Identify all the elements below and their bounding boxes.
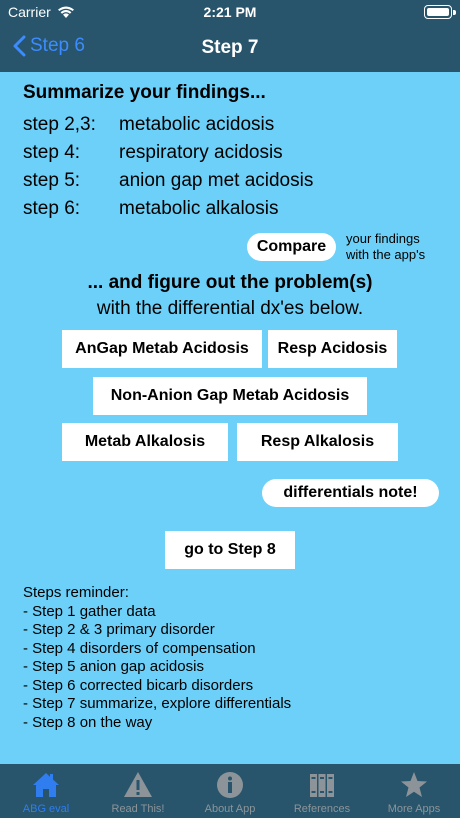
finding-value: metabolic alkalosis — [119, 198, 279, 219]
finding-step-label: step 5: — [23, 170, 81, 191]
steps-reminder-line: - Step 6 corrected bicarb disorders — [23, 676, 254, 694]
tab-abg-eval[interactable] — [0, 764, 92, 818]
steps-reminder-line: - Step 8 on the way — [23, 713, 153, 731]
finding-row — [23, 114, 274, 136]
finding-value: anion gap met acidosis — [119, 170, 314, 191]
tab-references[interactable] — [276, 764, 368, 818]
compare-note — [346, 231, 425, 263]
tab-label: ABG eval — [22, 803, 70, 815]
page-title: Step 7 — [201, 37, 259, 58]
differentials-note-button[interactable]: differentials note! — [262, 479, 439, 507]
tab-bar — [0, 764, 460, 818]
status-bar — [0, 0, 460, 24]
steps-reminder-line: - Step 7 summarize, explore differentials — [23, 695, 292, 712]
steps-reminder-line: - Step 5 anion gap acidosis — [23, 658, 204, 675]
home-icon — [31, 770, 61, 800]
compare-button[interactable]: Compare — [247, 233, 336, 261]
steps-reminder-line: - Step 4 disorders of compensation — [23, 639, 256, 657]
resp-alkalosis-button[interactable]: Resp Alkalosis — [237, 423, 398, 461]
figure-out-heading: ... and figure out the problem(s) — [87, 272, 373, 293]
tab-label: About App — [204, 803, 256, 815]
summary-heading: Summarize your findings... — [23, 82, 266, 103]
finding-step-label: step 6: — [23, 198, 81, 219]
tab-label: References — [293, 803, 351, 815]
tab-more-apps[interactable] — [368, 764, 460, 818]
finding-value: metabolic acidosis — [119, 114, 275, 135]
finding-row — [23, 170, 313, 192]
finding-row — [23, 198, 278, 220]
angap-metab-acidosis-button[interactable]: AnGap Metab Acidosis — [62, 330, 262, 368]
steps-reminder-title: Steps reminder: — [23, 584, 129, 601]
steps-reminder-line: - Step 1 gather data — [23, 602, 156, 620]
steps-reminder — [23, 584, 291, 732]
tab-read-this[interactable] — [92, 764, 184, 818]
star-icon — [399, 770, 429, 800]
books-icon — [307, 770, 337, 800]
tab-label: More Apps — [387, 803, 441, 815]
warning-icon — [123, 770, 153, 800]
tab-about-app[interactable] — [184, 764, 276, 818]
go-to-step-8-button[interactable]: go to Step 8 — [165, 531, 295, 569]
navigation-bar — [0, 24, 460, 72]
differential-subheading: with the differential dx'es below. — [96, 298, 364, 319]
compare-note-line: your findings — [346, 231, 420, 246]
battery-icon — [424, 5, 452, 19]
finding-step-label: step 4: — [23, 142, 81, 163]
steps-reminder-line: - Step 2 & 3 primary disorder — [23, 621, 215, 638]
finding-row — [23, 142, 283, 164]
info-icon — [215, 770, 245, 800]
metab-alkalosis-button[interactable]: Metab Alkalosis — [62, 423, 228, 461]
back-button-label: Step 6 — [30, 35, 85, 56]
status-time: 2:21 PM — [203, 4, 257, 20]
non-anion-gap-metab-acidosis-button[interactable]: Non-Anion Gap Metab Acidosis — [93, 377, 367, 415]
carrier-label: Carrier — [8, 4, 51, 20]
compare-note-line: with the app's — [346, 247, 426, 262]
finding-value: respiratory acidosis — [119, 142, 283, 163]
tab-label: Read This! — [111, 803, 165, 815]
finding-step-label: step 2,3: — [23, 114, 96, 135]
resp-acidosis-button[interactable]: Resp Acidosis — [268, 330, 397, 368]
